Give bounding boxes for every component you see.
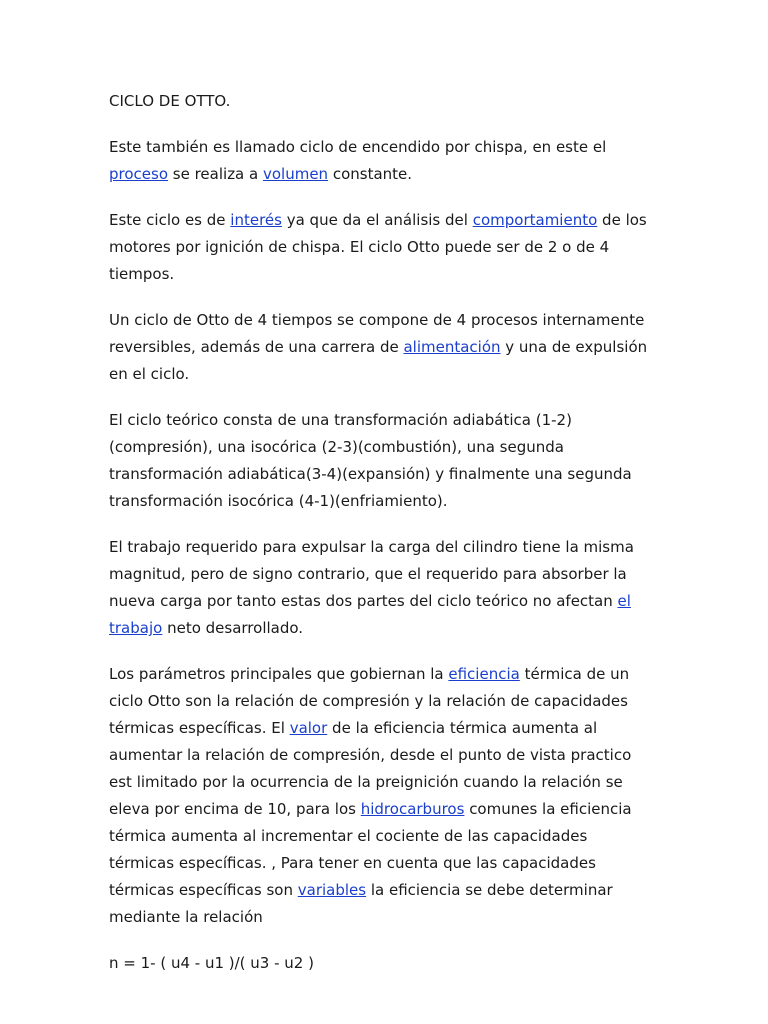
document-body <box>109 88 657 996</box>
paragraph-text: térmica de un ciclo Otto son la relación de compresión y la relación de capacidades térmicas específicas. El <box>109 665 630 737</box>
link-hidrocarburos[interactable]: hidrocarburos <box>360 800 465 818</box>
efficiency-formula: n = 1- ( u4 - u1 )/( u3 - u2 ) <box>109 954 314 972</box>
paragraph-text: constante. <box>328 165 413 183</box>
link-el-trabajo[interactable]: el trabajo <box>109 592 631 637</box>
link-interes[interactable]: interés <box>230 211 282 229</box>
paragraph-text: El trabajo requerido para expulsar la carga del cilindro tiene la misma magnitud, pero de signo contrario, que el requerido para absorber la nueva carga por tanto estas dos partes del ciclo teórico no afectan <box>109 538 634 610</box>
paragraph-text: de los motores por ignición de chispa. El ciclo Otto puede ser de 2 o de 4 tiempos. <box>109 211 647 283</box>
paragraph-text: El ciclo teórico consta de una transformación adiabática (1-2) (compresión), una isocórica (2-3)(combustión), una segunda transformación adiabática(3-4)(expansión) y finalmente una segunda transformación isocórica (4-1)(enfriamiento). <box>109 411 632 510</box>
link-volumen[interactable]: volumen <box>262 165 329 183</box>
paragraph-efficiency <box>109 661 657 931</box>
document-title: CICLO DE OTTO. <box>109 92 231 110</box>
link-eficiencia[interactable]: eficiencia <box>448 665 520 683</box>
paragraph-four-stroke <box>109 307 657 388</box>
paragraph-text: Este ciclo es de <box>109 211 231 229</box>
paragraph-interest <box>109 207 657 288</box>
paragraph-text: ya que da el análisis del <box>281 211 473 229</box>
paragraph-text: comunes la eficiencia térmica aumenta al incrementar el cociente de las capacidades térmicas específicas. , Para tener en cuenta que las capacidades térmicas específicas son <box>109 800 632 899</box>
paragraph-work <box>109 534 657 642</box>
paragraph-text: neto desarrollado. <box>162 619 304 637</box>
paragraph-text: se realiza a <box>168 165 263 183</box>
link-valor[interactable]: valor <box>289 719 328 737</box>
paragraph-text: la eficiencia se debe determinar mediante la relación <box>109 881 613 926</box>
link-variables[interactable]: variables <box>297 881 367 899</box>
paragraph-text: Este también es llamado ciclo de encendido por chispa, en este el <box>109 138 607 156</box>
paragraph-intro <box>109 134 657 188</box>
link-alimentacion[interactable]: alimentación <box>403 338 501 356</box>
link-comportamiento[interactable]: comportamiento <box>472 211 598 229</box>
paragraph-theoretical-cycle <box>109 407 657 515</box>
link-proceso[interactable]: proceso <box>109 165 169 183</box>
paragraph-text: y una de expulsión en el ciclo. <box>109 338 648 383</box>
paragraph-text: de la eficiencia térmica aumenta al aumentar la relación de compresión, desde el punto de vista practico est limitado por la ocurrencia de la preignición cuando la relación se eleva por encima de 10, para los <box>109 719 632 818</box>
paragraph-text: Un ciclo de Otto de 4 tiempos se compone de 4 procesos internamente reversibles, además de una carrera de <box>109 311 645 356</box>
paragraph-text: Los parámetros principales que gobiernan la <box>109 665 449 683</box>
